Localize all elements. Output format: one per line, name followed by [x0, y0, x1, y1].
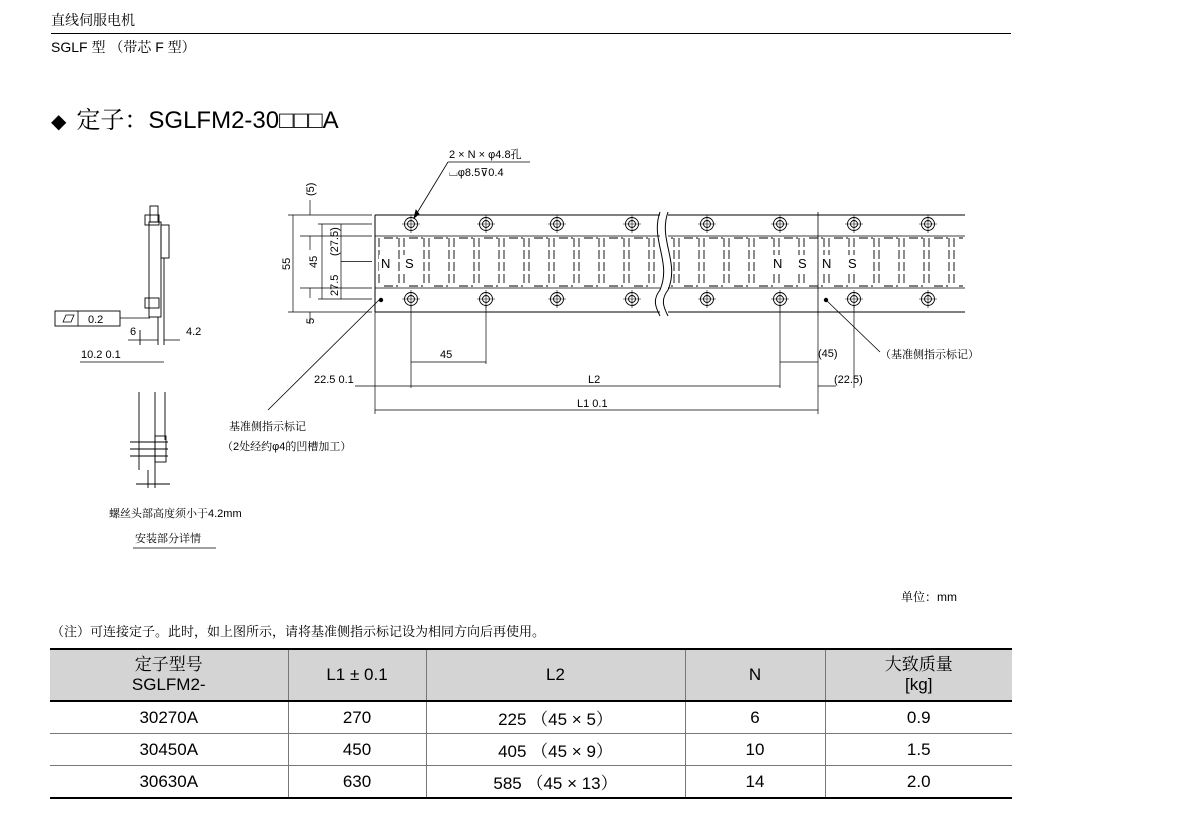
detail-caption: 安装部分详情 — [135, 533, 201, 545]
flatness-value: 0.2 — [88, 314, 104, 326]
magnet-label-s: S — [405, 256, 414, 271]
table-cell: 1.5 — [825, 734, 1012, 766]
table-cell: 225 （45 × 5） — [426, 701, 685, 734]
dim-22-5-paren: (22.5) — [834, 374, 863, 386]
dim-4-2: 4.2 — [186, 326, 202, 338]
magnet-label-n: N — [773, 256, 783, 271]
table-row — [50, 734, 1012, 766]
vertical-dimensions — [288, 200, 372, 324]
hole-spec: 2 × N × φ4.8孔 — [449, 149, 522, 161]
table-cell: 2.0 — [825, 766, 1012, 799]
connection-note: （注）可连接定子。此时，如上图所示，请将基准侧指示标记设为相同方向后再使用。 — [51, 624, 546, 639]
table-row — [50, 766, 1012, 799]
reference-leaders — [268, 298, 880, 410]
table-cell: 270 — [288, 701, 426, 734]
dim-45: 45 — [440, 349, 453, 361]
table-cell: 450 — [288, 734, 426, 766]
column-header: L1 ± 0.1 — [288, 649, 426, 701]
dim-l1: L1 0.1 — [577, 398, 608, 410]
dim-5: 5 — [305, 317, 317, 324]
table-cell: 630 — [288, 766, 426, 799]
dim-l2: L2 — [588, 374, 601, 386]
header-title: 直线伺服电机 — [51, 12, 135, 28]
dim-22-5: 22.5 0.1 — [314, 374, 354, 386]
table-header-row — [50, 649, 1012, 701]
table-cell: 405 （45 × 9） — [426, 734, 685, 766]
column-header: L2 — [426, 649, 685, 701]
dim-6: 6 — [130, 326, 137, 338]
dim-27-5-paren: (27.5) — [329, 227, 341, 256]
ref-mark-left-note: （2处经约φ4的凹槽加工） — [222, 441, 352, 453]
dim-45-vertical: 45 — [308, 255, 320, 268]
dim-5-paren: (5) — [305, 182, 317, 196]
column-header: N — [685, 649, 825, 701]
column-header: 定子型号 SGLFM2- — [50, 649, 288, 701]
ref-mark-left: 基准侧指示标记 — [229, 421, 306, 433]
dim-55: 55 — [281, 257, 293, 270]
side-view — [140, 206, 169, 345]
dim-27-5: 27.5 — [329, 274, 341, 296]
mounting-detail — [130, 392, 170, 488]
screw-note: 螺丝头部高度须小于4.2mm — [109, 508, 242, 520]
magnet-array-2 — [670, 236, 963, 288]
table-cell: 14 — [685, 766, 825, 799]
table-cell: 10 — [685, 734, 825, 766]
table-cell: 6 — [685, 701, 825, 734]
unit-label: 单位：mm — [901, 590, 957, 604]
magnet-array-1 — [377, 236, 659, 288]
stator-spec-table — [50, 648, 1012, 799]
table-cell: 585 （45 × 13） — [426, 766, 685, 799]
table-cell: 30450A — [50, 734, 288, 766]
column-header: 大致质量 [kg] — [825, 649, 1012, 701]
header-subtitle: SGLF 型 （带芯 F 型） — [51, 39, 196, 55]
dim-45-paren: (45) — [818, 348, 838, 360]
table-row — [50, 701, 1012, 734]
magnet-label-n: N — [381, 256, 391, 271]
magnet-label-s: S — [848, 256, 857, 271]
section-title-text: 定子：SGLFM2-30□□□A — [76, 107, 339, 134]
table-cell: 30270A — [50, 701, 288, 734]
diamond-icon: ◆ — [51, 111, 67, 133]
dim-10-2: 10.2 0.1 — [81, 349, 121, 361]
counterbore-spec: ⌴φ8.5⊽0.4 — [449, 167, 504, 179]
magnet-label-n: N — [822, 256, 832, 271]
ref-mark-right: （基准侧指示标记） — [880, 349, 979, 361]
magnet-label-s: S — [798, 256, 807, 271]
table-cell: 30630A — [50, 766, 288, 799]
table-cell: 0.9 — [825, 701, 1012, 734]
